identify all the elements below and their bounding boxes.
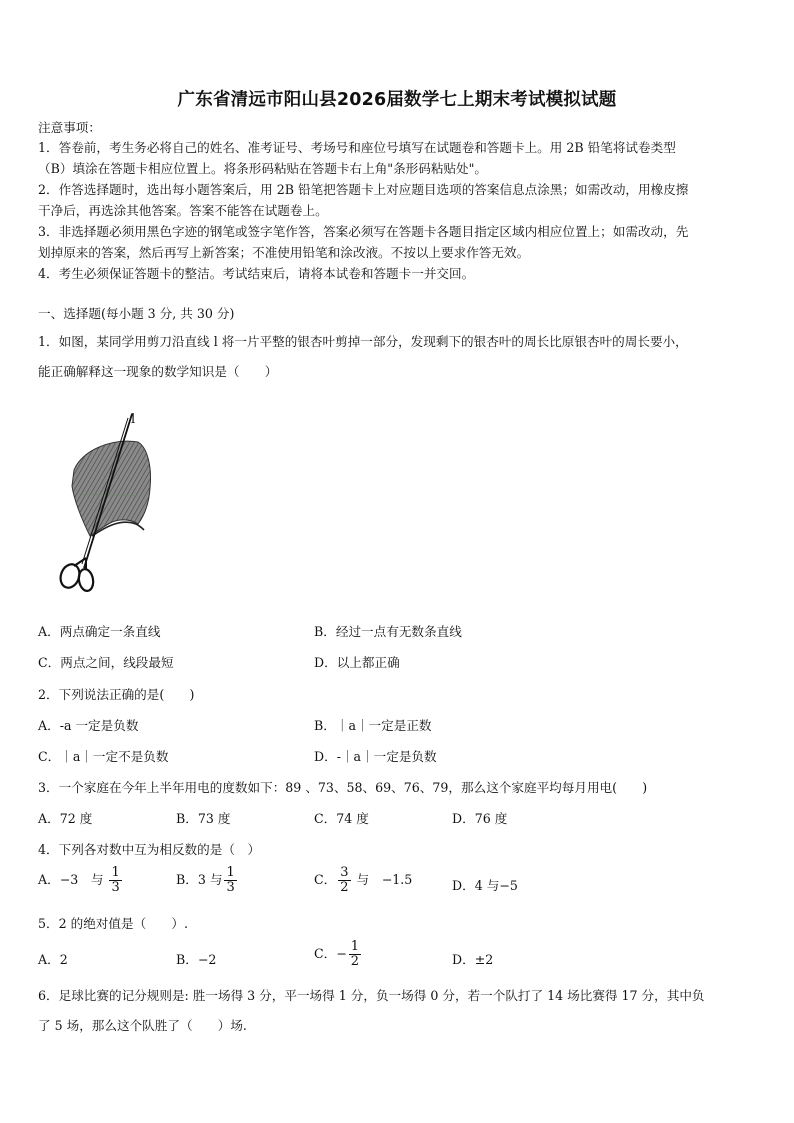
q5-option-c-text: C．−: [314, 946, 347, 961]
numerator: 1: [226, 865, 235, 880]
notice-line: 干净后，再选涂其他答案。答案不能答在试题卷上。: [38, 203, 328, 218]
q3-option-c[interactable]: C．74 度: [314, 811, 369, 826]
q5-option-c[interactable]: [314, 940, 363, 969]
denominator: 2: [340, 880, 349, 895]
q1-option-c[interactable]: C．两点之间，线段最短: [38, 655, 174, 670]
q3-option-d[interactable]: D．76 度: [452, 811, 508, 826]
numerator: 3: [340, 865, 349, 880]
numerator: 1: [350, 939, 360, 954]
notice-line: 2．作答选择题时，选出每小题答案后，用 2B 铅笔把答题卡上对应题目选项的答案信息点涂黑；如需改动，用橡皮擦: [38, 182, 689, 197]
notice-line: 3．非选择题必须用黑色字迹的钢笔或签字笔作答，答案必须写在答题卡各题目指定区域内相应位置上；如需改动，先: [38, 224, 689, 239]
q1-stem-line1: 1．如图，某同学用剪刀沿直线 l 将一片平整的银杏叶剪掉一部分，发现剩下的银杏叶的周长比原银杏叶的周长要小，: [38, 334, 688, 349]
q4-option-b[interactable]: [176, 866, 239, 895]
page-title: 广东省清远市阳山县2026届数学七上期末考试模拟试题: [177, 90, 617, 110]
q2-option-b[interactable]: B．｜a｜一定是正数: [314, 718, 432, 733]
q1-option-d[interactable]: D．以上都正确: [314, 655, 400, 670]
q4-option-c-text: C．: [314, 872, 337, 887]
fraction: [109, 866, 121, 895]
q4-option-d[interactable]: D．4 与−5: [452, 878, 518, 893]
q2-option-c[interactable]: C．｜a｜一定不是负数: [38, 749, 169, 764]
q6-stem-line2: 了 5 场，那么这个队胜了（ ）场.: [38, 1018, 247, 1033]
q4-option-a-text: A．−3 与: [38, 872, 104, 887]
notice-line: （B）填涂在答题卡相应位置上。将条形码粘贴在答题卡右上角"条形码粘贴处"。: [38, 161, 488, 176]
q5-stem: 5．2 的绝对值是（ ）.: [38, 916, 188, 931]
q2-stem: 2．下列说法正确的是( ): [38, 687, 195, 702]
fraction: [338, 866, 350, 895]
numerator: 1: [111, 865, 120, 880]
notice-line: 4．考生必须保证答题卡的整洁。考试结束后，请将本试卷和答题卡一并交回。: [38, 266, 475, 281]
q4-option-a[interactable]: [38, 866, 124, 895]
notice-line: 1．答卷前，考生务必将自己的姓名、准考证号、考场号和座位号填写在试题卷和答题卡上。用 2B 铅笔将试卷类型: [38, 140, 676, 155]
fraction: [224, 866, 236, 895]
q1-option-a[interactable]: A．两点确定一条直线: [38, 624, 161, 639]
q5-option-b[interactable]: B．−2: [176, 952, 217, 967]
q4-option-c-suffix: 与 −1.5: [356, 872, 413, 887]
notice-heading: 注意事项：: [38, 120, 101, 135]
denominator: 3: [111, 880, 120, 895]
q1-option-b[interactable]: B．经过一点有无数条直线: [314, 624, 462, 639]
q1-stem-line2: 能正确解释这一现象的数学知识是（ ）: [38, 364, 278, 379]
section-heading: 一、选择题(每小题 3 分, 共 30 分): [38, 306, 235, 321]
notice-line: 划掉原来的答案，然后再写上新答案；不准使用铅笔和涂改液。不按以上要求作答无效。: [38, 245, 530, 260]
q3-option-a[interactable]: A．72 度: [38, 811, 93, 826]
denominator: 2: [350, 954, 360, 969]
q4-option-b-text: B．3 与: [176, 872, 223, 887]
q4-option-c[interactable]: [314, 866, 412, 895]
q5-option-a[interactable]: A．2: [38, 952, 68, 967]
q4-stem: 4．下列各对数中互为相反数的是（ ）: [38, 842, 261, 857]
q3-option-b[interactable]: B．73 度: [176, 811, 231, 826]
q2-option-a[interactable]: A．-a 一定是负数: [38, 718, 139, 733]
q5-option-d[interactable]: D．±2: [452, 952, 494, 967]
q3-stem: 3．一个家庭在今年上半年用电的度数如下：89 、73、58、69、76、79，那么这个家庭平均每月用电( ): [38, 780, 648, 795]
denominator: 3: [226, 880, 235, 895]
figure-line-label: l: [131, 412, 136, 427]
fraction: [349, 940, 361, 969]
q6-stem-line1: 6．足球比赛的记分规则是: 胜一场得 3 分，平一场得 1 分，负一场得 0 分，若一个队打了 14 场比赛得 17 分，其中负: [38, 988, 705, 1003]
ginkgo-leaf-figure: [52, 408, 162, 598]
q2-option-d[interactable]: D．-｜a｜一定是负数: [314, 749, 437, 764]
